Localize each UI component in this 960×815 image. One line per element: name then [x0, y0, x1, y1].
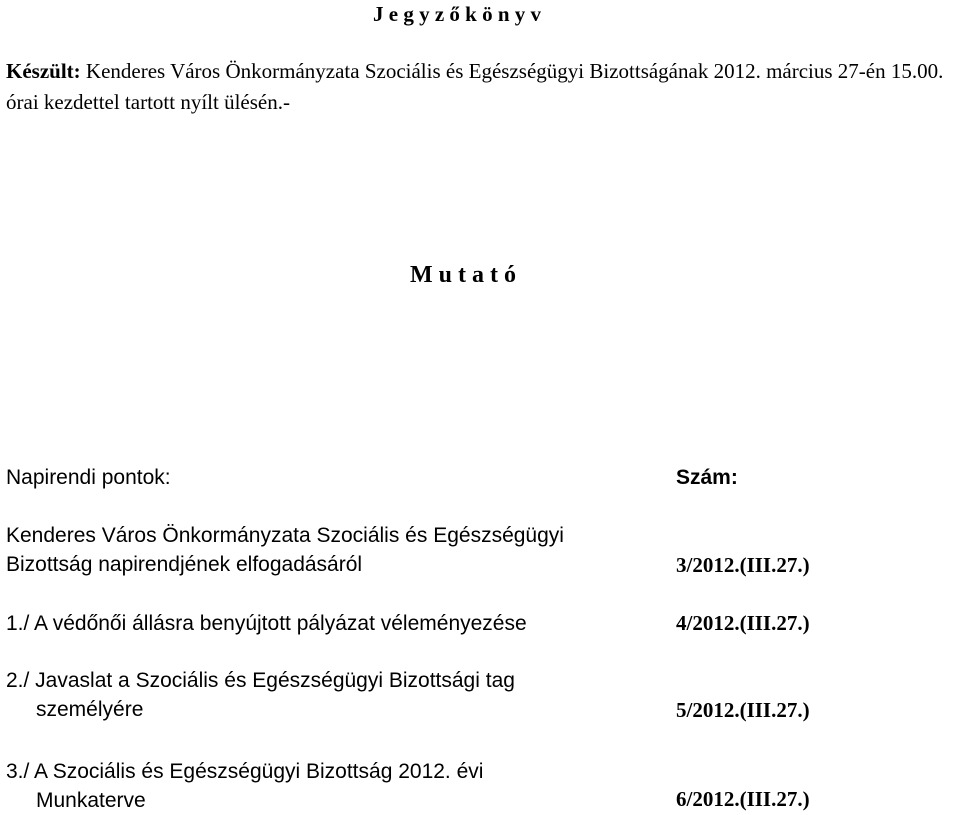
intro-label: Készült: — [6, 59, 81, 83]
agenda-item-line: Munkaterve — [36, 789, 146, 812]
document-title: J e g y z ő k ö n y v — [373, 2, 541, 26]
agenda-item-line: 3./ A Szociális és Egészségügyi Bizottság 2012. évi — [6, 760, 484, 783]
agenda-item — [6, 609, 666, 638]
number-header: Szám: — [676, 466, 738, 489]
agenda-item-line: Kenderes Város Önkormányzata Szociális és Egészségügyi — [6, 524, 564, 547]
agenda-item-number: 6/2012.(III.27.) — [676, 787, 810, 811]
agenda-item-number: 4/2012.(III.27.) — [676, 611, 810, 635]
agenda-item — [6, 521, 666, 579]
index-title: M u t a t ó — [410, 262, 516, 288]
intro-text: Kenderes Város Önkormányzata Szociális és Egészségügyi Bizottságának 2012. március 27-én 15.00. órai kezdettel tartott nyílt ülésén.- — [6, 59, 944, 114]
agenda-item-line: 1./ A védőnői állásra benyújtott pályázat véleményezése — [6, 612, 527, 635]
agenda-item — [6, 757, 666, 815]
agenda-header: Napirendi pontok: — [6, 466, 171, 489]
agenda-item-number: 5/2012.(III.27.) — [676, 698, 810, 722]
agenda-item-line: Bizottság napirendjének elfogadásáról — [6, 553, 363, 576]
intro-paragraph — [6, 56, 956, 118]
agenda-item-number: 3/2012.(III.27.) — [676, 553, 810, 577]
agenda-item-line: személyére — [36, 698, 144, 721]
agenda-item — [6, 666, 666, 724]
agenda-item-line: 2./ Javaslat a Szociális és Egészségügyi Bizottsági tag — [6, 669, 515, 692]
